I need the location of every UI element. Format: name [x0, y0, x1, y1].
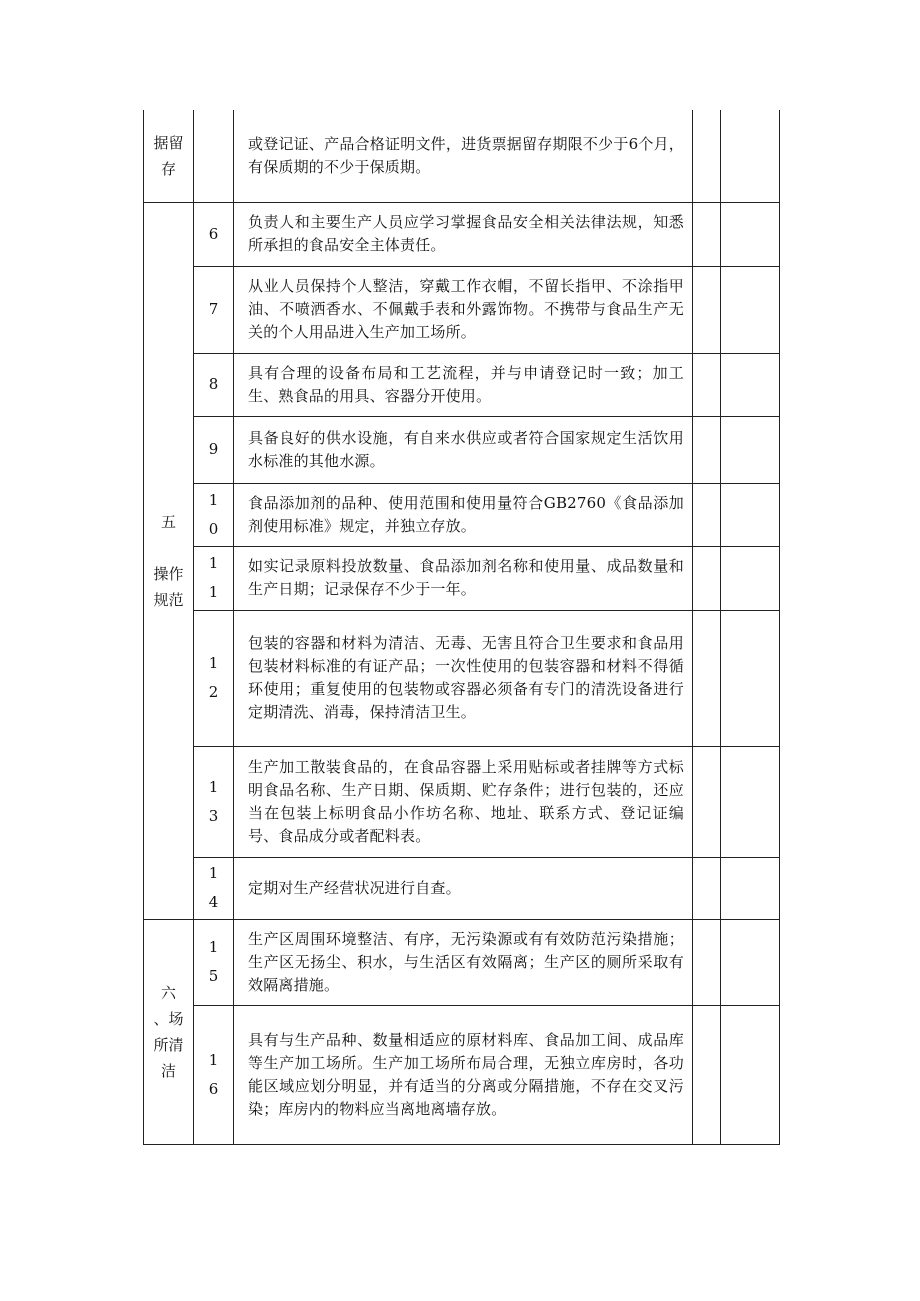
item-number: 1 3 [208, 777, 219, 825]
item-number: 7 [208, 300, 219, 318]
item-number: 1 1 [208, 554, 219, 601]
check-cell[interactable] [693, 202, 721, 266]
requirement-text: 具有与生产品种、数量相适应的原材料库、食品加工间、成品库等生产加工场所。生产加工场所布局合理，无独立库房时，各功能区域应划分明显，并有适当的分离或分隔措施，不存在交叉污染；库房内的物料应当离地离墙存放。 [248, 1030, 684, 1118]
check-cell[interactable] [693, 610, 721, 746]
requirement-text-cell [234, 266, 693, 353]
table-row [144, 110, 780, 202]
requirement-text: 生产加工散装食品的，在食品容器上采用贴标或者挂牌等方式标明食品名称、生产日期、保质期、贮存条件；进行包装的，还应当在包装上标明食品小作坊名称、地址、联系方式、登记证编号、食品成分或者配料表。 [248, 757, 684, 845]
requirement-text: 或登记证、产品合格证明文件，进货票据留存期限不少于6个月，有保质期的不少于保质期。 [248, 134, 684, 176]
inspection-table [143, 110, 780, 1145]
table-row [144, 857, 780, 919]
item-number-cell [194, 266, 234, 353]
item-number: 1 4 [208, 864, 219, 911]
item-number: 9 [208, 440, 219, 458]
requirement-text-cell [234, 483, 693, 546]
section-category-cell [144, 110, 194, 202]
requirement-text: 从业人员保持个人整洁，穿戴工作衣帽，不留长指甲、不涂指甲油、不喷洒香水、不佩戴手表和外露饰物。不携带与食品生产无关的个人用品进入生产加工场所。 [248, 277, 684, 341]
remarks-cell[interactable] [721, 266, 780, 353]
requirement-text: 生产区周围环境整洁、有序，无污染源或有有效防范污染措施；生产区无扬尘、积水，与生活区有效隔离；生产区的厕所采取有效隔离措施。 [248, 929, 684, 994]
remarks-cell[interactable] [721, 110, 780, 202]
remarks-cell[interactable] [721, 857, 780, 919]
check-cell[interactable] [693, 857, 721, 919]
item-number: 8 [208, 375, 219, 393]
category-label-line: 洁 [160, 1061, 176, 1080]
requirement-text: 定期对生产经营状况进行自查。 [248, 878, 461, 897]
requirement-text-cell [234, 610, 693, 746]
item-number: 1 0 [208, 490, 219, 538]
category-label-line: 存 [160, 159, 176, 178]
section-category-cell [144, 919, 194, 1144]
requirement-text-cell [234, 746, 693, 857]
category-label-line: 规范 [153, 590, 184, 609]
requirement-text-cell [234, 857, 693, 919]
item-number: 1 2 [208, 654, 219, 701]
table-row [144, 483, 780, 546]
check-cell[interactable] [693, 1005, 721, 1144]
section-category-cell [144, 202, 194, 919]
requirement-text: 具备良好的供水设施，有自来水供应或者符合国家规定生活饮用水标准的其他水源。 [248, 428, 684, 470]
table-row [144, 610, 780, 746]
item-number-cell [194, 483, 234, 546]
check-cell[interactable] [693, 353, 721, 416]
requirement-text: 食品添加剂的品种、使用范围和使用量符合GB2760《食品添加剂使用标准》规定，并独立存放。 [248, 493, 684, 535]
category-label-line: 、场 [153, 1009, 184, 1028]
item-number-cell [194, 110, 234, 202]
item-number-cell [194, 610, 234, 746]
item-number-cell [194, 919, 234, 1005]
check-cell[interactable] [693, 110, 721, 202]
requirement-text: 包装的容器和材料为清洁、无毒、无害且符合卫生要求和食品用包装材料标准的有证产品；一次性使用的包装容器和材料不得循环使用；重复使用的包装物或容器必须备有专门的清洗设备进行定期清洗、消毒，保持清洁卫生。 [248, 634, 684, 721]
check-cell[interactable] [693, 266, 721, 353]
requirement-text-cell [234, 416, 693, 483]
item-number-cell [194, 1005, 234, 1144]
item-number-cell [194, 546, 234, 610]
table-row [144, 202, 780, 266]
remarks-cell[interactable] [721, 546, 780, 610]
item-number-cell [194, 202, 234, 266]
category-label-line: 六 [160, 983, 176, 1002]
item-number-cell [194, 746, 234, 857]
requirement-text-cell [234, 353, 693, 416]
requirement-text-cell [234, 110, 693, 202]
requirement-text-cell [234, 202, 693, 266]
category-label-line: 操作 [153, 564, 184, 583]
remarks-cell[interactable] [721, 746, 780, 857]
category-label-line: 五 [160, 512, 176, 531]
remarks-cell[interactable] [721, 353, 780, 416]
table-row [144, 546, 780, 610]
table-row [144, 416, 780, 483]
remarks-cell[interactable] [721, 416, 780, 483]
check-cell[interactable] [693, 919, 721, 1005]
requirement-text-cell [234, 546, 693, 610]
requirement-text-cell [234, 919, 693, 1005]
item-number: 1 5 [208, 938, 219, 985]
requirement-text: 负责人和主要生产人员应学习掌握食品安全相关法律法规，知悉所承担的食品安全主体责任。 [248, 213, 684, 254]
item-number: 1 6 [208, 1050, 219, 1098]
table-row [144, 1005, 780, 1144]
requirement-text-cell [234, 1005, 693, 1144]
item-number-cell [194, 857, 234, 919]
check-cell[interactable] [693, 546, 721, 610]
requirement-text: 如实记录原料投放数量、食品添加剂名称和使用量、成品数量和生产日期；记录保存不少于一年。 [248, 557, 684, 598]
category-label-line: 据留 [153, 133, 184, 152]
item-number: 6 [208, 224, 219, 243]
check-cell[interactable] [693, 746, 721, 857]
table-row [144, 919, 780, 1005]
remarks-cell[interactable] [721, 202, 780, 266]
remarks-cell[interactable] [721, 1005, 780, 1144]
requirement-text: 具有合理的设备布局和工艺流程，并与申请登记时一致；加工生、熟食品的用具、容器分开使用。 [248, 363, 684, 405]
table-row [144, 266, 780, 353]
remarks-cell[interactable] [721, 610, 780, 746]
item-number-cell [194, 353, 234, 416]
category-label-line [144, 535, 193, 561]
check-cell[interactable] [693, 483, 721, 546]
remarks-cell[interactable] [721, 919, 780, 1005]
check-cell[interactable] [693, 416, 721, 483]
category-label-line: 所清 [153, 1035, 184, 1054]
item-number-cell [194, 416, 234, 483]
table-row [144, 353, 780, 416]
remarks-cell[interactable] [721, 483, 780, 546]
table-row [144, 746, 780, 857]
